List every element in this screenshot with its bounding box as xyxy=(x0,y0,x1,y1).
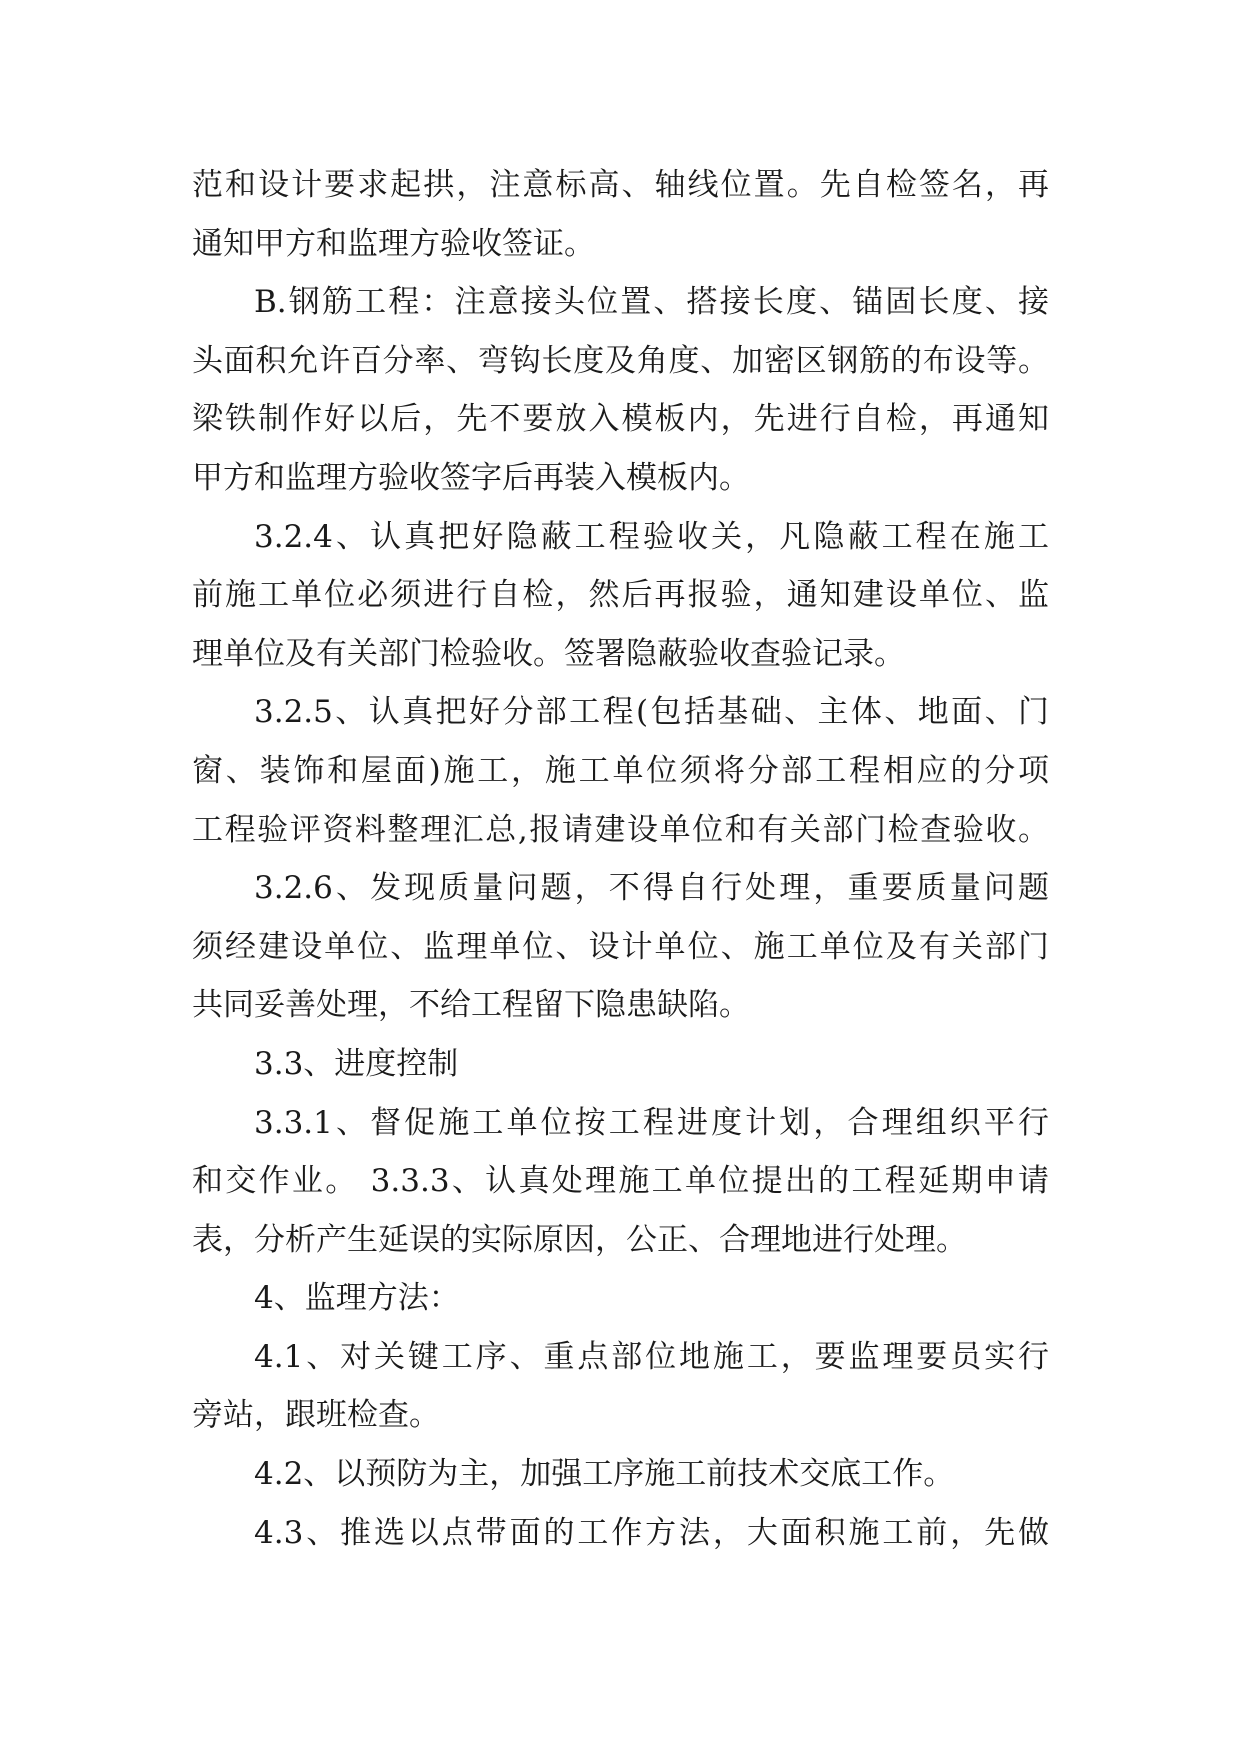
text-line: 3.3、进度控制 xyxy=(254,1045,459,1082)
text-line: 表，分析产生延误的实际原因，公正、合理地进行处理。 xyxy=(192,1221,967,1258)
text-line: 甲方和监理方验收签字后再装入模板内。 xyxy=(192,459,750,496)
text-line: 前施工单位必须进行自检，然后再报验，通知建设单位、监 xyxy=(192,577,1049,614)
text-line: 3.2.5、认真把好分部工程(包括基础、主体、地面、门 xyxy=(254,694,1049,731)
text-line: 4.3、推选以点带面的工作方法，大面积施工前，先做 xyxy=(254,1514,1049,1551)
text-line: 窗、装饰和屋面)施工，施工单位须将分部工程相应的分项 xyxy=(192,752,1049,789)
text-line: 旁站，跟班检查。 xyxy=(192,1397,440,1434)
text-line: 3.2.4、认真把好隐蔽工程验收关，凡隐蔽工程在施工 xyxy=(254,518,1049,555)
document-body xyxy=(192,156,1049,1562)
text-line: 须经建设单位、监理单位、设计单位、施工单位及有关部门 xyxy=(192,928,1049,965)
text-line: 4、监理方法： xyxy=(254,1280,460,1317)
text-line: 4.1、对关键工序、重点部位地施工，要监理要员实行 xyxy=(254,1338,1049,1375)
text-line: 和交作业。 3.3.3、认真处理施工单位提出的工程延期申请 xyxy=(192,1163,1049,1200)
text-line: 梁铁制作好以后，先不要放入模板内，先进行自检，再通知 xyxy=(192,401,1049,438)
text-line: 3.2.6、发现质量问题，不得自行处理，重要质量问题 xyxy=(254,870,1049,907)
text-line: 理单位及有关部门检验收。签署隐蔽验收查验记录。 xyxy=(192,635,905,672)
text-line: 工程验评资料整理汇总,报请建设单位和有关部门检查验收。 xyxy=(192,811,1049,848)
text-line: B.钢筋工程：注意接头位置、搭接长度、锚固长度、接 xyxy=(254,284,1049,321)
text-line: 通知甲方和监理方验收签证。 xyxy=(192,225,595,262)
text-line: 范和设计要求起拱，注意标高、轴线位置。先自检签名，再 xyxy=(192,167,1049,203)
text-line: 头面积允许百分率、弯钩长度及角度、加密区钢筋的布设等。 xyxy=(192,342,1049,379)
text-line: 4.2、以预防为主，加强工序施工前技术交底工作。 xyxy=(254,1456,955,1493)
text-line: 3.3.1、督促施工单位按工程进度计划，合理组织平行 xyxy=(254,1104,1049,1141)
text-line: 共同妥善处理，不给工程留下隐患缺陷。 xyxy=(192,987,750,1024)
